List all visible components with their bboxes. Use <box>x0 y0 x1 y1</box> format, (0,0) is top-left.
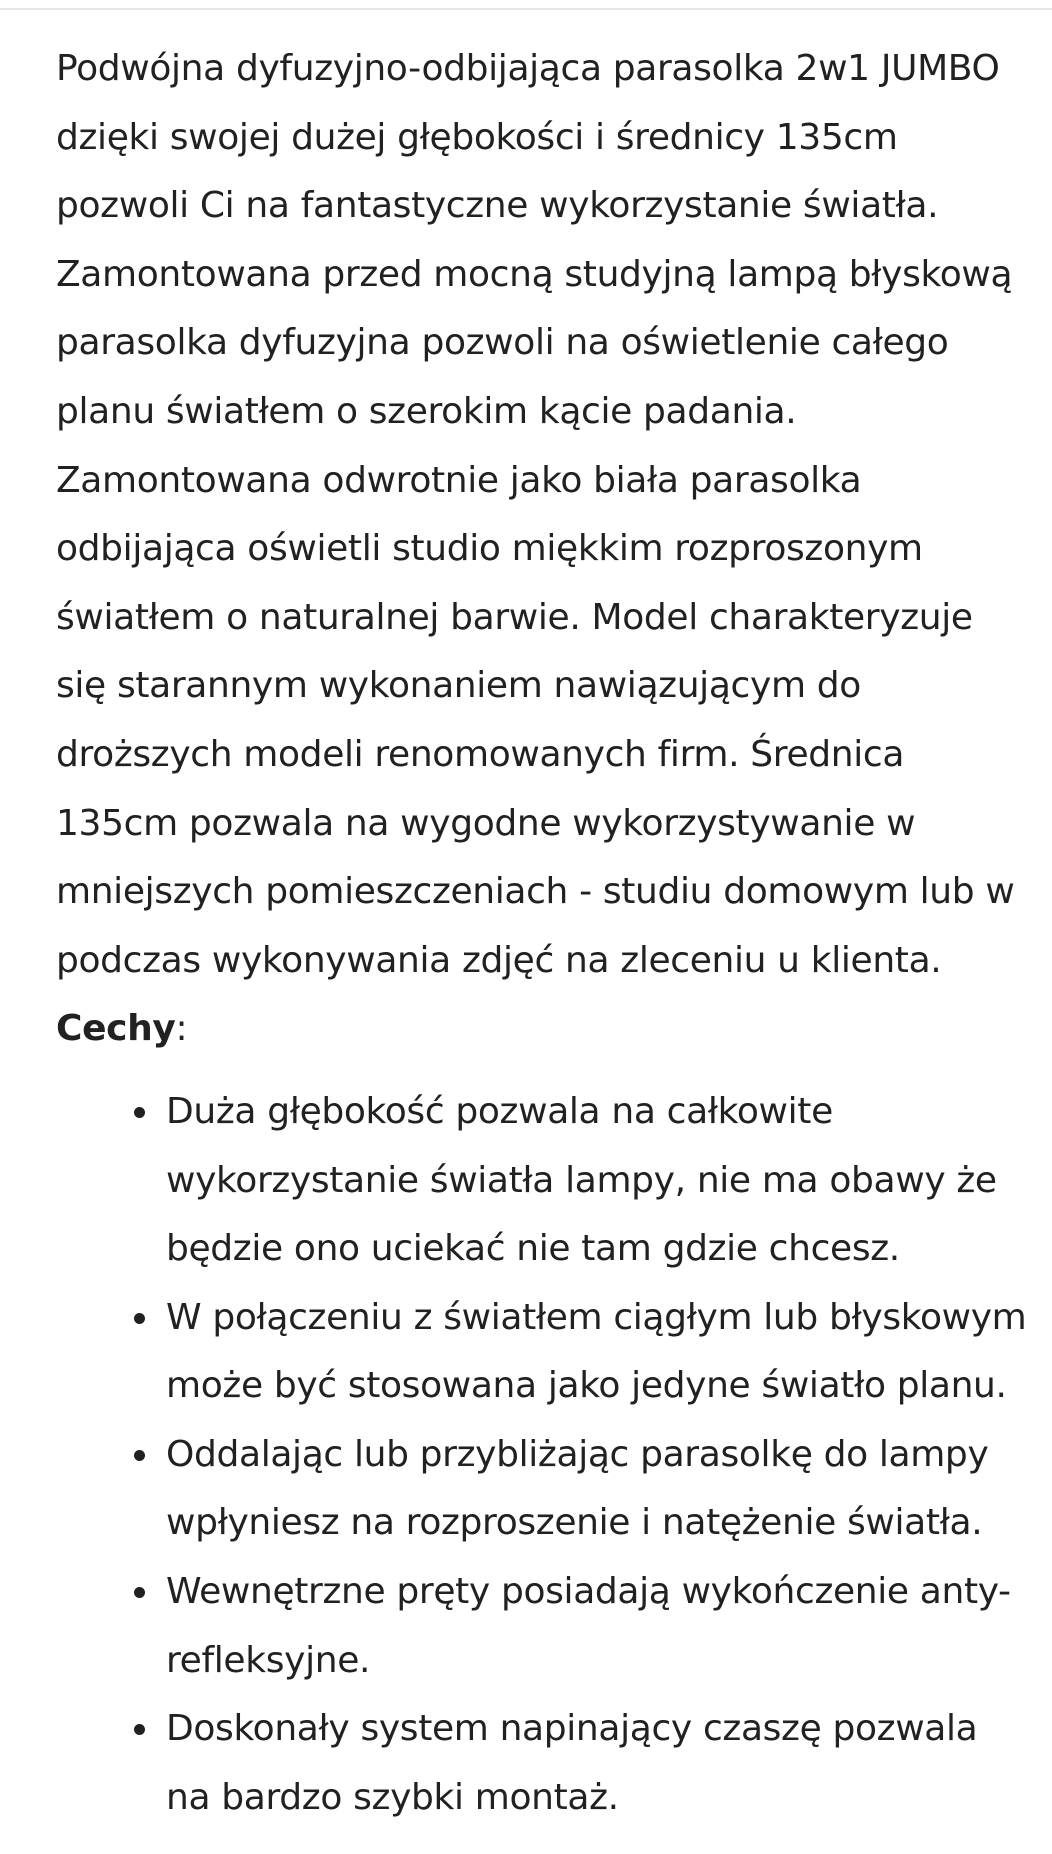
features-heading <box>56 995 1046 1064</box>
description-line: odbijająca oświetli studio miękkim rozproszonym <box>56 528 923 570</box>
description-line: mniejszych pomieszczeniach - studiu domowym lub w <box>56 871 1015 913</box>
top-divider <box>0 0 1052 10</box>
description-line: pozwoli Ci na fantastyczne wykorzystanie światła. <box>56 185 939 227</box>
feature-item <box>56 1421 1046 1558</box>
feature-item <box>56 1695 1046 1832</box>
description-line: Podwójna dyfuzyjno-odbijająca parasolka 2w1 JUMBO <box>56 48 1000 89</box>
feature-line: na bardzo szybki montaż. <box>166 1776 619 1818</box>
feature-line: Oddalając lub przybliżając parasolkę do lampy <box>166 1433 989 1475</box>
feature-item <box>56 1284 1046 1421</box>
feature-line: Wewnętrzne pręty posiadają wykończenie anty- <box>166 1571 1011 1613</box>
features-heading-label: Cechy <box>56 1008 176 1050</box>
description-line: droższych modeli renomowanych firm. Średnica <box>56 733 905 775</box>
description-line: Zamontowana przed mocną studyjną lampą błyskową <box>56 253 1013 295</box>
feature-line: wpłyniesz na rozproszenie i natężenie światła. <box>166 1502 983 1544</box>
feature-line: będzie ono uciekać nie tam gdzie chcesz. <box>166 1228 900 1270</box>
description-line: się starannym wykonaniem nawiązującym do <box>56 665 861 707</box>
product-description <box>56 35 1046 1832</box>
description-paragraph <box>56 35 1046 995</box>
description-line: światłem o naturalnej barwie. Model charakteryzuje <box>56 596 973 638</box>
features-heading-colon: : <box>175 1008 188 1050</box>
feature-item <box>56 1558 1046 1695</box>
bullet-icon <box>134 1724 145 1735</box>
bullet-icon <box>134 1587 145 1598</box>
bullet-icon <box>134 1450 145 1461</box>
feature-line: refleksyjne. <box>166 1639 371 1681</box>
bullet-icon <box>134 1313 145 1324</box>
bullet-icon <box>134 1107 145 1118</box>
description-line: dzięki swojej dużej głębokości i średnicy 135cm <box>56 116 898 158</box>
feature-line: może być stosowana jako jedyne światło planu. <box>166 1365 1007 1407</box>
feature-line: Duża głębokość pozwala na całkowite <box>166 1090 833 1132</box>
description-line: planu światłem o szerokim kącie padania. <box>56 390 797 432</box>
description-line: podczas wykonywania zdjęć na zleceniu u klienta. <box>56 939 942 981</box>
feature-line: W połączeniu z światłem ciągłym lub błyskowym <box>166 1296 1027 1338</box>
feature-item <box>56 1078 1046 1284</box>
description-line: Zamontowana odwrotnie jako biała parasolka <box>56 459 862 501</box>
description-line: parasolka dyfuzyjna pozwoli na oświetlenie całego <box>56 322 949 364</box>
description-line: 135cm pozwala na wygodne wykorzystywanie w <box>56 802 916 844</box>
features-list <box>56 1078 1046 1833</box>
feature-line: Doskonały system napinający czaszę pozwala <box>166 1708 978 1750</box>
feature-line: wykorzystanie światła lampy, nie ma obawy że <box>166 1159 997 1201</box>
